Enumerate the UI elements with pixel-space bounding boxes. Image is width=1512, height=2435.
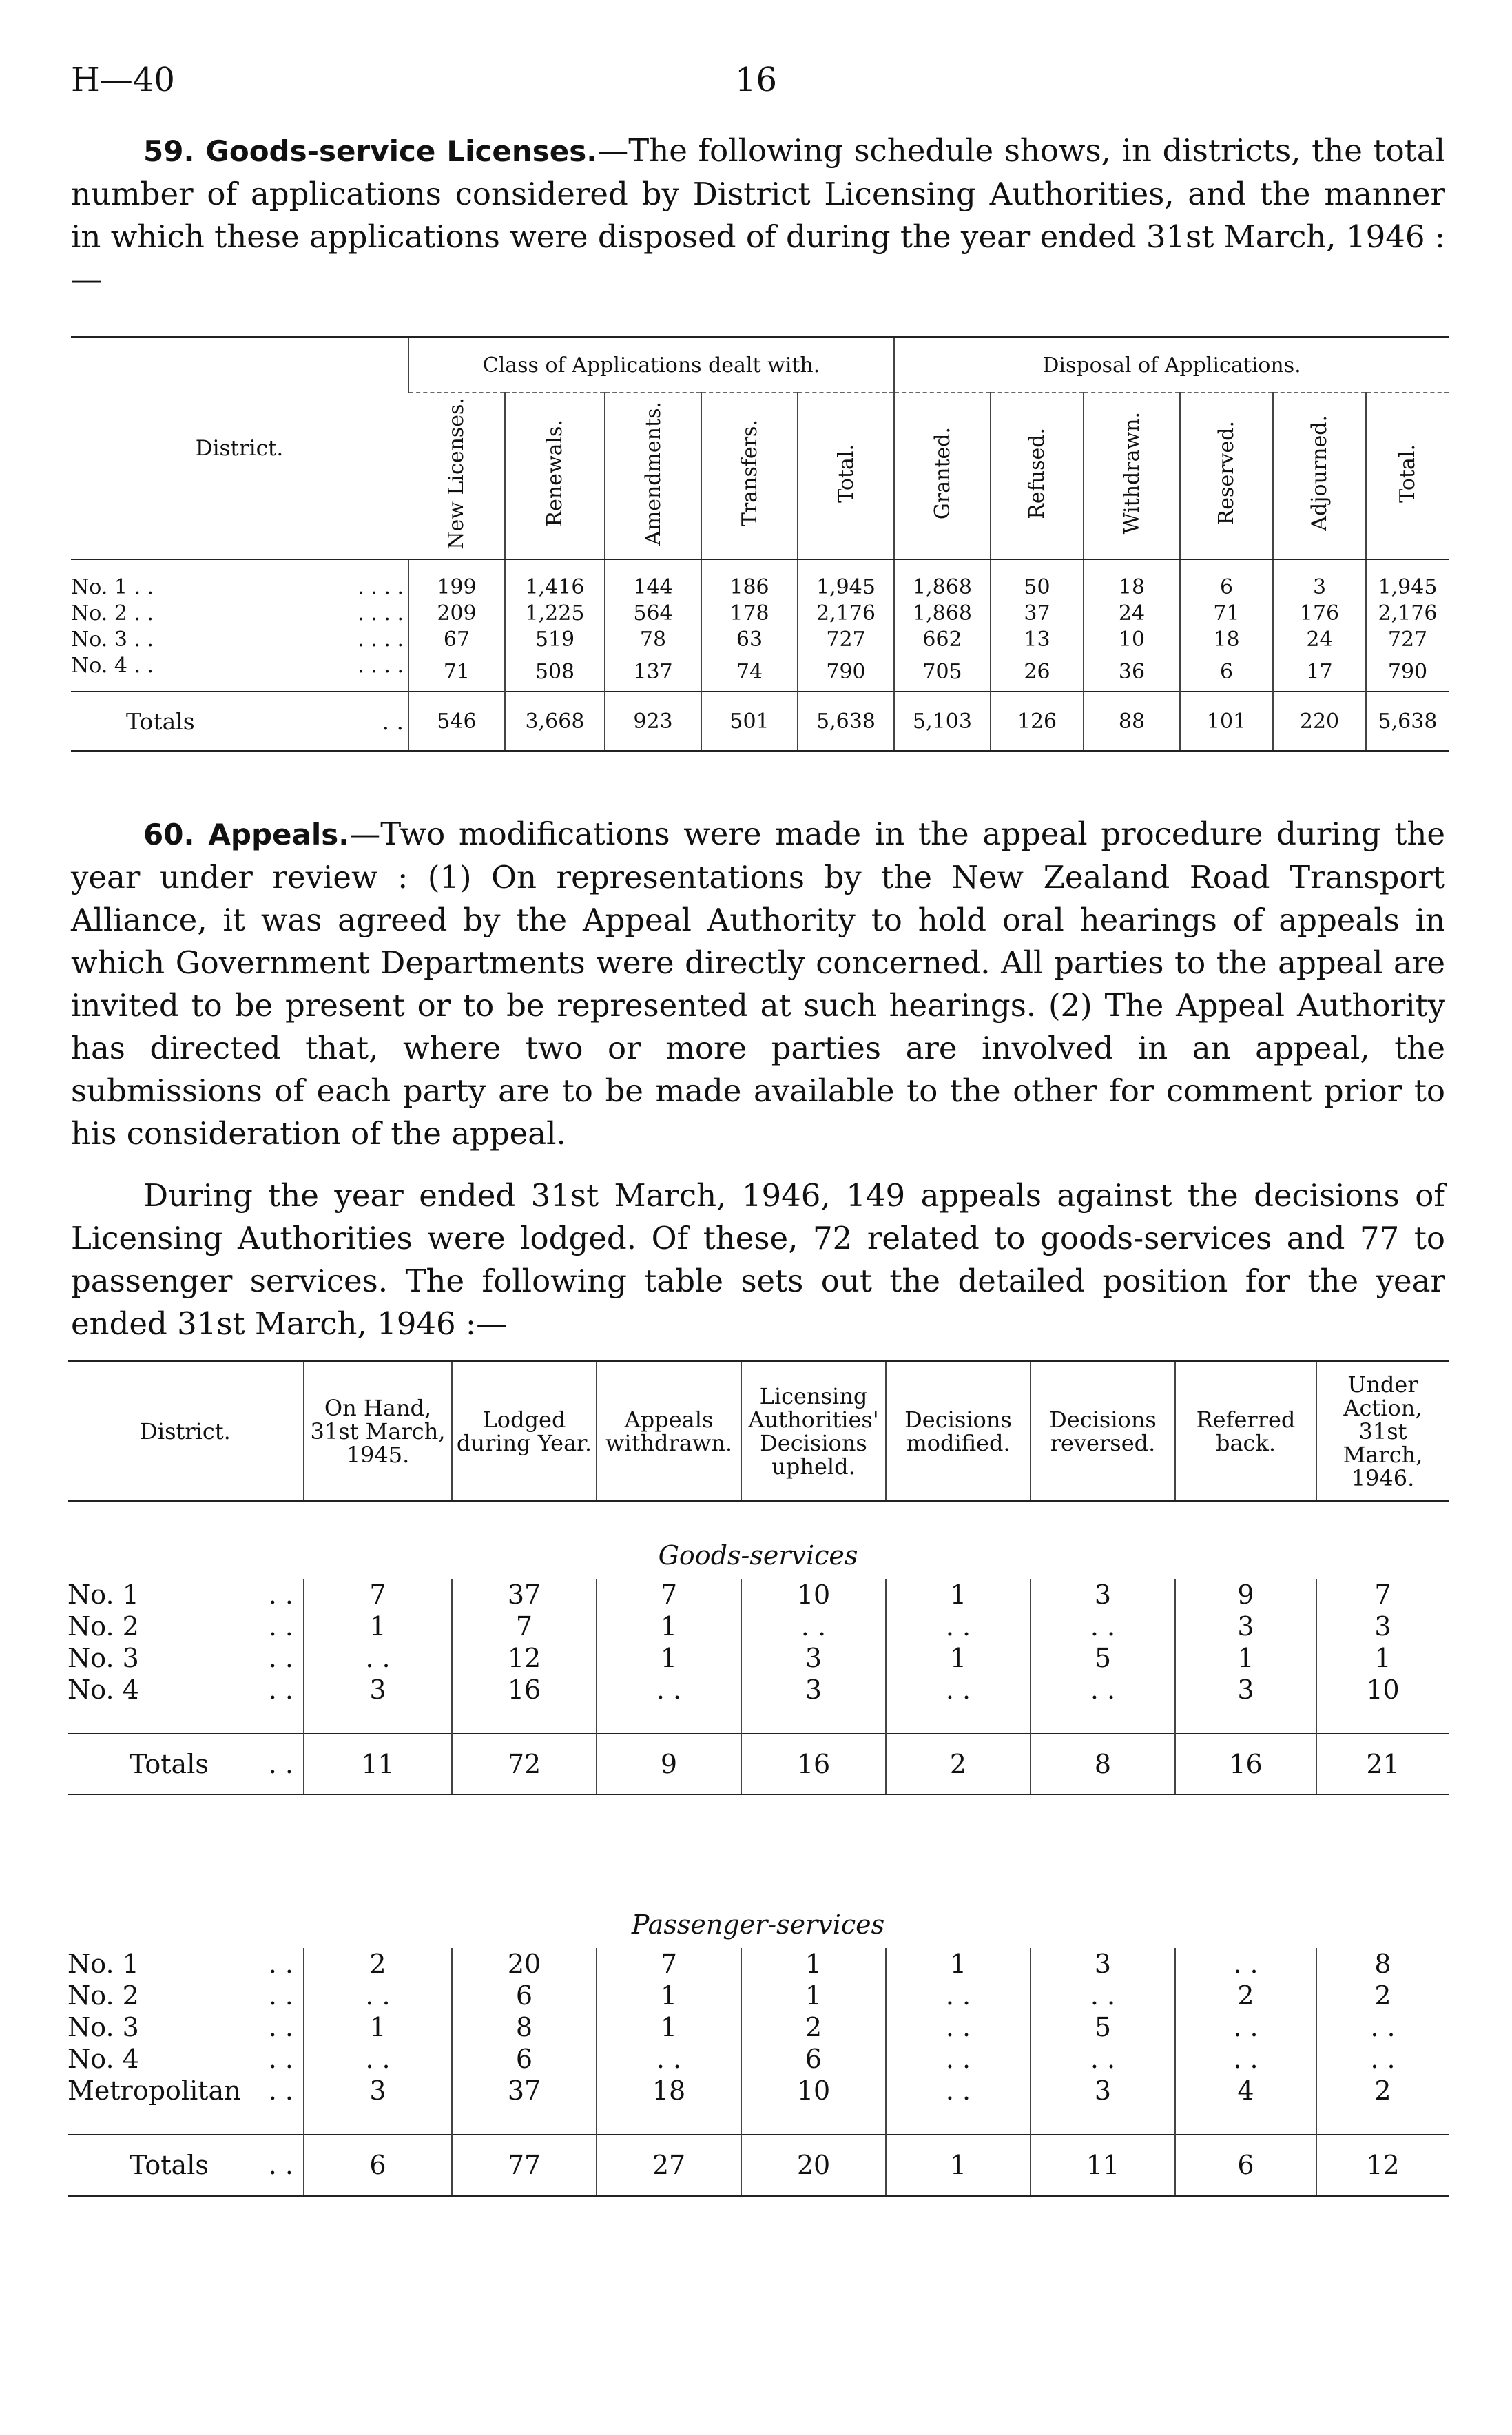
table-row [68,1980,1449,2011]
table-cell: 1,945 [798,559,894,600]
table-row [71,652,1449,692]
table-cell: 3 [1175,1610,1316,1642]
table-cell: . . [1031,1674,1175,1706]
table-cell: . . [304,1642,452,1674]
table-cell [68,1706,304,1734]
table-cell: 67 [408,626,505,652]
table-row [68,1948,1449,1980]
table-cell: 8 [452,2011,597,2043]
table-cell: 2 [886,1734,1031,1794]
table-cell: 126 [991,692,1084,752]
table-cell: 8 [1316,1948,1449,1980]
table-cell: 209 [408,600,505,626]
table-cell: 37 [452,2075,597,2106]
table-cell [304,1794,452,1871]
section-60-heading: 60. Appeals. [143,818,350,851]
col-on-hand: On Hand, 31st March, 1945. [304,1362,452,1502]
table-cell: No. 2 . . . . . . [71,601,404,625]
table-cell: 8 [1031,1734,1175,1794]
table-cell: 2 [304,1948,452,1980]
section-59-paragraph [71,129,1445,301]
table-cell: 727 [798,626,894,652]
table-cell: 10 [741,2075,886,2106]
table-cell: 1 [1175,1642,1316,1674]
table-cell: Totals . . [68,1734,304,1794]
table-cell: . . [886,1980,1031,2011]
table-row [68,1674,1449,1706]
table-cell [597,1706,741,1734]
passenger-services-section [68,1871,1449,1948]
table-cell: 3 [741,1642,886,1674]
table-cell: No. 1 . . [68,1949,293,1979]
table-cell: 6 [1175,2135,1316,2196]
table-cell: No. 3 . . . . . . [71,627,404,652]
table-cell: 7 [452,1610,597,1642]
table-row [68,1610,1449,1642]
table-cell: 72 [452,1734,597,1794]
table-cell: 20 [452,1948,597,1980]
table-cell [1031,2106,1175,2135]
table-cell: 37 [991,600,1084,626]
table-cell [68,1794,304,1871]
table-cell: 186 [701,559,798,600]
table-cell: 176 [1273,600,1366,626]
table-cell: 1 [886,1642,1031,1674]
table-cell: . . [304,1980,452,2011]
table-row [68,1642,1449,1674]
table-cell: 50 [991,559,1084,600]
table-cell [1316,2106,1449,2135]
appeals-table [68,1360,1449,2197]
page-number: 16 [734,61,778,99]
table-cell [597,1794,741,1871]
goods-totals-row [68,1734,1449,1794]
col-district: District. [68,1362,304,1502]
col-class-total: Total. [798,393,894,559]
passenger-services-label: Passenger-services [631,1909,885,1940]
table-cell: 1 [597,2011,741,2043]
table-cell: 137 [605,652,701,692]
table-cell: 1 [741,1948,886,1980]
table-cell: 7 [597,1948,741,1980]
table-cell: 1 [886,1579,1031,1610]
table-cell: 1 [597,1980,741,2011]
table-cell: 7 [597,1579,741,1610]
table-cell: 923 [605,692,701,752]
table-cell: 26 [991,652,1084,692]
table-cell [68,2106,304,2135]
table-cell: No. 3 . . [68,2012,293,2042]
table-cell [886,2106,1031,2135]
table-cell: 3 [1031,2075,1175,2106]
table-cell: 88 [1084,692,1180,752]
col-decisions-upheld: Licensing Authorities' Decisions upheld. [741,1362,886,1502]
table-cell: 9 [1175,1579,1316,1610]
table-cell: 11 [304,1734,452,1794]
col-withdrawn: Withdrawn. [1084,393,1180,559]
table-cell: 101 [1180,692,1273,752]
table-cell: . . [1031,2043,1175,2075]
table-cell: 727 [1366,626,1449,652]
table-cell: . . [1175,2011,1316,2043]
col-reserved: Reserved. [1180,393,1273,559]
section-59-heading: 59. Goods-service Licenses. [143,134,598,168]
table-cell [886,1706,1031,1734]
table-cell [886,1794,1031,1871]
table-cell [741,1794,886,1871]
table-cell: 74 [701,652,798,692]
table-cell: 6 [1180,559,1273,600]
table-cell: 705 [894,652,991,692]
table-cell [452,1794,597,1871]
table-cell: . . [886,1674,1031,1706]
table-cell: 178 [701,600,798,626]
table-cell [1175,1794,1316,1871]
table-cell: . . [1175,2043,1316,2075]
col-under-action: Under Action, 31st March, 1946. [1316,1362,1449,1502]
table-cell: 24 [1273,626,1366,652]
table-cell [304,2106,452,2135]
table-cell: 71 [408,652,505,692]
table-cell: 2 [1316,2075,1449,2106]
table-cell [1031,1794,1175,1871]
table-cell: 10 [741,1579,886,1610]
table-cell: 1 [886,1948,1031,1980]
table-cell [452,1706,597,1734]
table-cell [452,2106,597,2135]
table-cell: 7 [1316,1579,1449,1610]
table-cell: 1 [886,2135,1031,2196]
table-cell: 2,176 [798,600,894,626]
table-cell: Metropolitan . . [68,2075,293,2106]
table-cell: 5 [1031,1642,1175,1674]
table-cell: 5,103 [894,692,991,752]
table-cell: 20 [741,2135,886,2196]
table-cell: 1,868 [894,559,991,600]
table-cell: Totals . . [71,692,408,752]
table-cell: 1 [304,1610,452,1642]
col-refused: Refused. [991,393,1084,559]
table-cell: . . [597,1674,741,1706]
table-cell: 790 [798,652,894,692]
col-referred-back: Referred back. [1175,1362,1316,1502]
col-decisions-reversed: Decisions reversed. [1031,1362,1175,1502]
table-cell: 6 [304,2135,452,2196]
table-cell: 3,668 [505,692,605,752]
col-transfers: Transfers. [701,393,798,559]
col-appeals-withdrawn: Appeals withdrawn. [597,1362,741,1502]
section-60-text: —Two modifications were made in the appeal procedure during the year under review : (1) On representations by the New Zealand Road Transport Alliance, it was agreed by the Appeal Authority to hold oral hearings of appeals in which Government Departments were directly concerned. All parties to the appeal are invited to be present or to be represented at such hearings. (2) The Appeal Authority has directed that, where two or more parties are involved in an appeal, the submissions of each party are to be made available to the other for comment prior to his consideration of the appeal. [71,816,1445,1152]
col-renewals: Renewals. [505,393,605,559]
table-cell: 199 [408,559,505,600]
table-row [68,2011,1449,2043]
class-of-applications-header: Class of Applications dealt with. [408,338,894,393]
table-row [71,559,1449,600]
table-cell: . . [1316,2011,1449,2043]
table-cell: 11 [1031,2135,1175,2196]
table-cell: 519 [505,626,605,652]
table-cell: 7 [304,1579,452,1610]
table-cell: 1 [741,1980,886,2011]
table-cell: 5,638 [1366,692,1449,752]
table-cell: No. 2 . . [68,1611,293,1641]
section-59-text: —The following schedule shows, in districts, the total number of applications considered by District Licensing Authorities, and the manner in which these applications were disposed of during the year ended 31st March, 1946 :— [71,132,1445,298]
table-cell: 10 [1316,1674,1449,1706]
table-cell: 6 [1180,652,1273,692]
table-cell: 16 [741,1734,886,1794]
table-cell: 3 [1175,1674,1316,1706]
table-row [68,1579,1449,1610]
table-cell: 564 [605,600,701,626]
table-cell: . . [1031,1980,1175,2011]
table-cell: 13 [991,626,1084,652]
section-60-paragraph [71,813,1445,1155]
table-cell: 3 [741,1674,886,1706]
table-cell [1175,1706,1316,1734]
table-cell: 10 [1084,626,1180,652]
table-cell: 77 [452,2135,597,2196]
col-new-licenses: New Licenses. [408,393,505,559]
table-cell: 5 [1031,2011,1175,2043]
table-cell: 662 [894,626,991,652]
table-cell [1316,1706,1449,1734]
table-cell: . . [741,1610,886,1642]
table-cell: 1 [304,2011,452,2043]
goods-service-licenses-table [71,336,1449,752]
table-cell: No. 4 . . [68,2044,293,2074]
col-granted: Granted. [894,393,991,559]
table-cell: 4 [1175,2075,1316,2106]
table-cell: 3 [1031,1579,1175,1610]
table-cell: No. 2 . . [68,1980,293,2011]
table-cell: Totals . . [68,2135,304,2196]
table-row [71,600,1449,626]
table-cell: 1 [597,1642,741,1674]
totals-row [71,692,1449,752]
table-cell: No. 3 . . [68,1643,293,1673]
table-cell [1031,1706,1175,1734]
table-cell: 21 [1316,1734,1449,1794]
col-disposal-total: Total. [1366,393,1449,559]
table-cell: 16 [452,1674,597,1706]
goods-services-label: Goods-services [658,1540,858,1571]
table-cell: . . [1175,1948,1316,1980]
table-cell: 6 [452,1980,597,2011]
table-cell: 12 [452,1642,597,1674]
table-cell: 24 [1084,600,1180,626]
table-cell: . . [886,1610,1031,1642]
table-cell: 37 [452,1579,597,1610]
table-cell: 3 [1273,559,1366,600]
col-lodged: Lodged during Year. [452,1362,597,1502]
table-row [71,626,1449,652]
table-cell: 6 [452,2043,597,2075]
table-cell: 17 [1273,652,1366,692]
table-cell: 2 [1316,1980,1449,2011]
table-cell: 6 [741,2043,886,2075]
table-cell: 1 [597,1610,741,1642]
table-cell: 3 [304,2075,452,2106]
table-cell: 36 [1084,652,1180,692]
table-cell: . . [304,2043,452,2075]
goods-services-section [68,1501,1449,1579]
table-cell: 3 [304,1674,452,1706]
table-cell: 18 [1180,626,1273,652]
district-column-header: District. [71,338,408,560]
disposal-of-applications-header: Disposal of Applications. [894,338,1449,393]
page-header [71,61,1441,109]
table-cell [741,1706,886,1734]
table-cell: 18 [597,2075,741,2106]
table-cell: 2 [741,2011,886,2043]
table-cell: . . [886,2011,1031,2043]
table-cell: . . [886,2075,1031,2106]
table-cell: No. 4 . . [68,1675,293,1705]
table-cell: No. 1 . . [68,1579,293,1610]
table-cell: No. 1 . . . . . . [71,574,404,599]
table-cell: 9 [597,1734,741,1794]
table-cell: 144 [605,559,701,600]
table-row [68,2075,1449,2106]
table-cell [1316,1794,1449,1871]
appeals-summary-paragraph: During the year ended 31st March, 1946, 149 appeals against the decisions of Licensing Authorities were lodged. Of these, 72 related to goods-services and 77 to passenger services. The following table sets out the detailed position for the year ended 31st March, 1946 :— [71,1177,1445,1342]
table-cell: 1 [1316,1642,1449,1674]
table-cell: 3 [1031,1948,1175,1980]
table-cell: No. 4 . . . . . . [71,653,404,678]
col-adjourned: Adjourned. [1273,393,1366,559]
document-reference: H—40 [71,61,175,99]
table-cell: 63 [701,626,798,652]
table-cell: 3 [1316,1610,1449,1642]
passenger-totals-row [68,2135,1449,2196]
table-cell: 18 [1084,559,1180,600]
table-cell [1175,2106,1316,2135]
table-cell: 27 [597,2135,741,2196]
table-cell: 546 [408,692,505,752]
table-cell: 790 [1366,652,1449,692]
table-cell: 71 [1180,600,1273,626]
table-cell: . . [597,2043,741,2075]
table-cell: 2,176 [1366,600,1449,626]
table-cell: 12 [1316,2135,1449,2196]
table-cell: 508 [505,652,605,692]
table-cell: 16 [1175,1734,1316,1794]
table-cell: 78 [605,626,701,652]
table-cell [741,2106,886,2135]
table-cell: 1,416 [505,559,605,600]
table-cell: . . [1316,2043,1449,2075]
table-row [68,2043,1449,2075]
table-cell: 1,868 [894,600,991,626]
table-cell: 5,638 [798,692,894,752]
table-cell: 501 [701,692,798,752]
table-cell: 220 [1273,692,1366,752]
table-cell [597,2106,741,2135]
table-cell: 1,225 [505,600,605,626]
table-cell: . . [1031,1610,1175,1642]
table-cell: . . [886,2043,1031,2075]
table-cell: 1,945 [1366,559,1449,600]
col-decisions-modified: Decisions modified. [886,1362,1031,1502]
table-cell: 2 [1175,1980,1316,2011]
table-cell [304,1706,452,1734]
col-amendments: Amendments. [605,393,701,559]
